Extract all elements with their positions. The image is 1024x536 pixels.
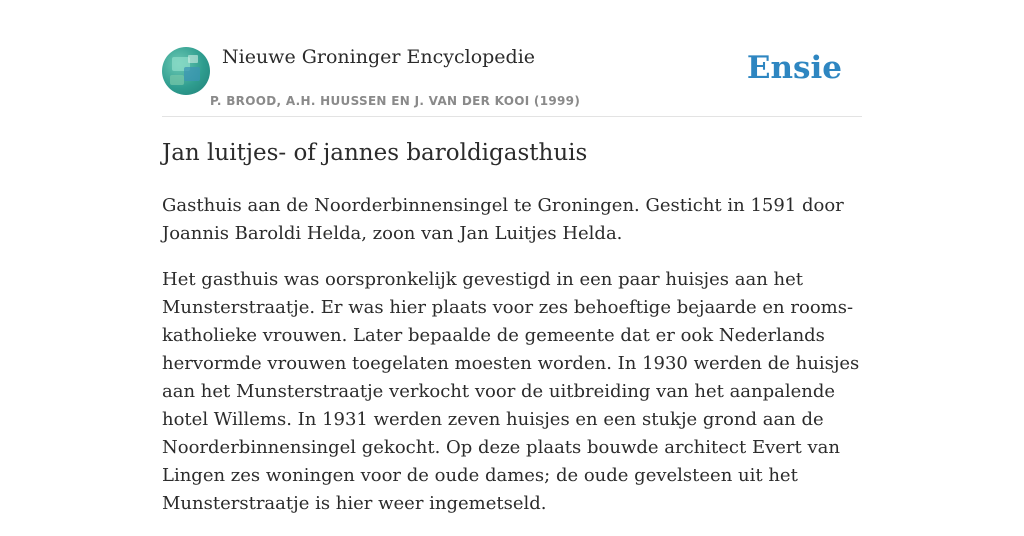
article-paragraph: Gasthuis aan de Noorderbinnensingel te Groningen. Gesticht in 1591 door Joannis Baroldi Helda, zoon van Jan Luitjes Helda. <box>162 195 844 244</box>
cover-tile <box>184 67 200 81</box>
cover-tile <box>188 55 198 63</box>
page <box>162 0 862 514</box>
cover-tile <box>170 75 184 85</box>
article-paragraph: Het gasthuis was oorspronkelijk gevestigd in een paar huisjes aan het Munsterstraatje. Er was hier plaats voor zes behoeftige bejaarde en rooms-katholieke vrouwen. Later bepaalde de gemeente dat er ook Nederlands hervormde vrouwen toegelaten moesten worden. In 1930 werden de huisjes aan het Munsterstraatje verkocht voor de uitbreiding van het aanpalende hotel Willems. In 1931 werden zeven huisjes en een stukje grond aan de Noorderbinnensingel gekocht. Op deze plaats bouwde architect Evert van Lingen zes woningen voor de oude dames; de oude gevelsteen uit het Munsterstraatje is hier weer ingemetseld. <box>162 269 860 514</box>
source-authors: P. BROOD, A.H. HUUSSEN EN J. VAN DER KOOI (1999) <box>210 94 581 108</box>
encyclopedia-cover-icon[interactable] <box>162 47 210 95</box>
source-title[interactable]: Nieuwe Groninger Encyclopedie <box>222 46 536 68</box>
article-body <box>162 192 862 536</box>
source-header <box>162 0 862 117</box>
article-title: Jan luitjes- of jannes baroldigasthuis <box>162 140 588 166</box>
brand-logo[interactable]: Ensie <box>746 50 842 86</box>
